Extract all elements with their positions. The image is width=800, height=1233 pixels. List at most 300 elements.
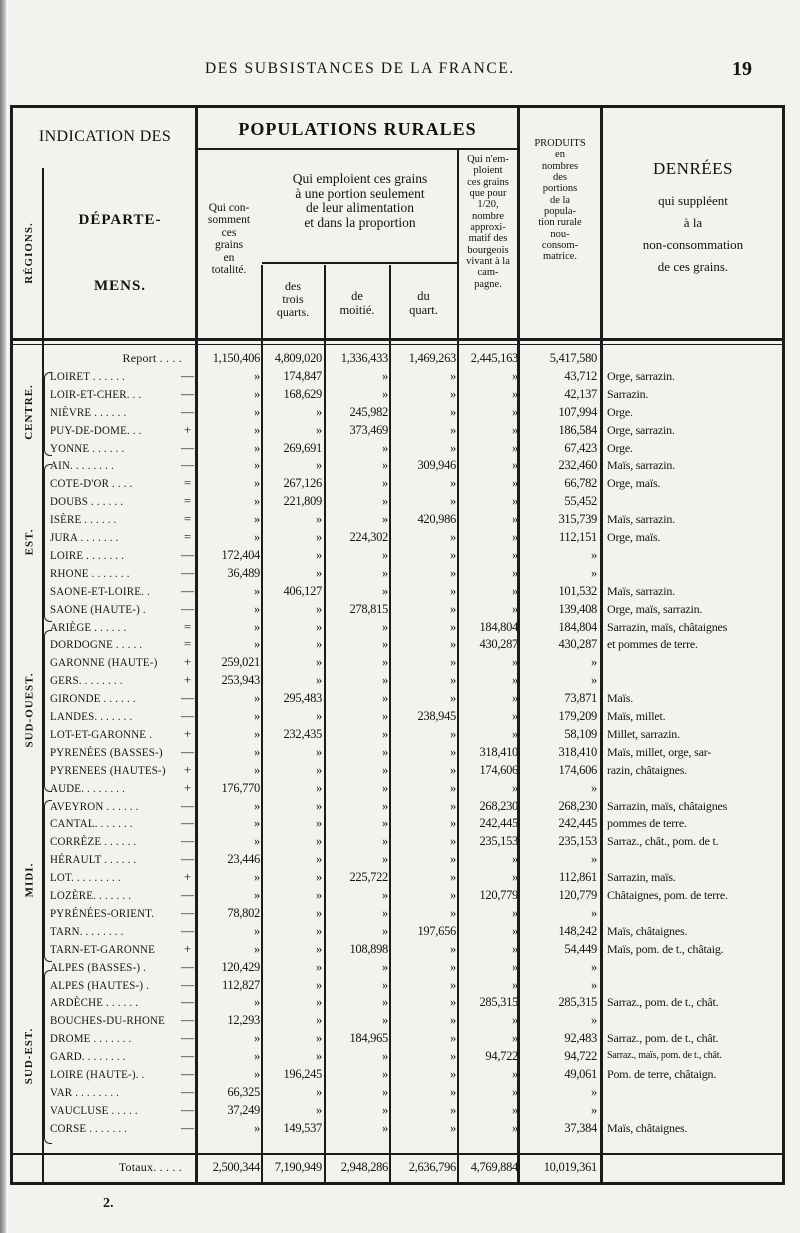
cell-produits: 94,722: [564, 1049, 597, 1064]
cell-vingtieme: »: [512, 583, 518, 598]
denrees-cell: Orge, maïs.: [607, 530, 661, 544]
cell-vingtieme: »: [512, 458, 518, 473]
cell-quart: »: [450, 780, 456, 795]
cell-vingtieme: »: [512, 709, 518, 723]
cell-vingtieme: »: [512, 512, 518, 527]
departement-marker: —: [181, 1083, 194, 1099]
cell-quart: 420,986: [417, 512, 456, 527]
cell-totalite: »: [254, 709, 260, 723]
table-row: [0, 1119, 800, 1137]
departement-name: VAR . . . . . . . .: [50, 1084, 120, 1099]
denrees-cell: Maïs, sarrazin.: [607, 583, 675, 598]
cell-vingtieme: »: [512, 726, 518, 741]
cell-totalite: »: [254, 941, 260, 956]
cell-vingtieme: »: [512, 655, 518, 670]
header-portion: Qui emploient ces grains à une portion seulement de leur alimentation et dans la proportion: [292, 171, 428, 230]
cell-produits: 49,061: [564, 1067, 597, 1081]
table-row: [0, 510, 800, 528]
cell-quart: 197,656: [417, 923, 456, 938]
cell-moitie: »: [382, 709, 388, 723]
cell-produits: 5,417,580: [549, 351, 597, 365]
cell-quart: »: [450, 1067, 456, 1081]
table-row: [0, 922, 800, 940]
table-row: [0, 367, 800, 385]
cell-quart: »: [450, 1013, 456, 1028]
cell-vingtieme: »: [512, 494, 518, 509]
cell-vingtieme: »: [512, 1102, 518, 1117]
denrees-cell: Sarraz., pom. de t., chât.: [607, 1031, 719, 1046]
cell-trois-quarts: »: [316, 404, 322, 419]
cell-produits: 315,739: [558, 512, 597, 527]
cell-quart: »: [450, 852, 456, 867]
cell-totalite: 120,429: [221, 959, 260, 974]
cell-vingtieme: 94,722: [485, 1049, 518, 1064]
denrees-cell: Orge.: [607, 404, 633, 419]
table-row: [0, 492, 800, 510]
cell-trois-quarts: 168,629: [283, 386, 322, 401]
cell-produits: 139,408: [558, 601, 597, 616]
table-row: [0, 421, 800, 439]
cell-quart: »: [450, 565, 456, 580]
denrees-cell: razin, châtaignes.: [607, 762, 688, 777]
cell-trois-quarts: »: [316, 709, 322, 723]
cell-quart: »: [450, 368, 456, 383]
cell-vingtieme: »: [512, 1120, 518, 1135]
denrees-cell: Maïs, pom. de t., châtaig.: [607, 941, 724, 956]
table-row: [0, 385, 800, 403]
cell-totalite: »: [254, 530, 260, 544]
cell-produits: 430,287: [558, 637, 597, 652]
departement-name: ALPES (HAUTES-) .: [50, 977, 150, 992]
cell-produits: 37,384: [564, 1120, 597, 1135]
cell-trois-quarts: »: [316, 1013, 322, 1028]
cell-totalite: »: [254, 762, 260, 777]
departement-name: DORDOGNE . . . . .: [50, 637, 143, 652]
cell-moitie: »: [382, 923, 388, 938]
denrees-cell: [607, 850, 779, 868]
cell-totalite: »: [254, 422, 260, 437]
cell-vingtieme: »: [512, 565, 518, 580]
departement-marker: —: [181, 439, 194, 455]
header-vingtieme: Qui n'em- ploient ces grains que pour 1/20, nombre approxi- matif des bourgeois vivant à la cam- pagne.: [466, 154, 510, 290]
denrees-cell: Sarraz., chât., pom. de t.: [607, 834, 719, 849]
cell-produits: 73,871: [564, 691, 597, 706]
cell-trois-quarts: »: [316, 959, 322, 974]
table-row: [0, 618, 800, 636]
cell-trois-quarts: »: [316, 941, 322, 956]
departement-name: LOT. . . . . . . . .: [50, 870, 121, 885]
cell-totalite: »: [254, 1120, 260, 1135]
cell-moitie: »: [382, 1120, 388, 1135]
cell-vingtieme: »: [512, 422, 518, 437]
cell-quart: »: [450, 655, 456, 670]
table-row: [0, 653, 800, 671]
cell-moitie: 225,722: [349, 870, 388, 885]
departement-marker: —: [181, 1119, 194, 1135]
cell-moitie: »: [382, 726, 388, 741]
departement-marker: —: [181, 582, 194, 598]
cell-produits: 55,452: [564, 494, 597, 509]
cell-produits: 67,423: [564, 440, 597, 455]
table-row: [0, 868, 800, 886]
cell-produits: 92,483: [564, 1031, 597, 1046]
denrees-cell: Sarrazin.: [607, 386, 649, 401]
total-quart: 2,636,796: [408, 1160, 456, 1174]
cell-quart: »: [450, 494, 456, 509]
departement-name: GARONNE (HAUTE-): [50, 655, 158, 670]
cell-vingtieme: »: [512, 870, 518, 885]
cell-vingtieme: 174,606: [479, 762, 518, 777]
cell-trois-quarts: »: [316, 834, 322, 849]
denrees-cell: [607, 1083, 779, 1101]
cell-quart: »: [450, 1031, 456, 1046]
cell-trois-quarts: »: [316, 619, 322, 634]
departement-marker: —: [181, 1012, 194, 1028]
departement-name: TARN-ET-GARONNE: [50, 941, 156, 956]
cell-quart: »: [450, 744, 456, 759]
cell-moitie: »: [382, 852, 388, 867]
cell-moitie: 1,336,433: [340, 351, 388, 365]
departement-name: AUDE. . . . . . . .: [50, 780, 126, 795]
cell-quart: »: [450, 726, 456, 741]
denrees-cell: Châtaignes, pom. de terre.: [607, 888, 728, 902]
table-row: [0, 564, 800, 582]
cell-quart: »: [450, 619, 456, 634]
denrees-cell: Maïs, millet.: [607, 709, 666, 723]
cell-quart: »: [450, 995, 456, 1010]
cell-trois-quarts: 196,245: [283, 1067, 322, 1081]
cell-produits: 174,606: [558, 762, 597, 777]
cell-quart: »: [450, 1049, 456, 1064]
cell-produits: 268,230: [558, 798, 597, 813]
cell-vingtieme: 120,779: [479, 888, 518, 902]
departement-marker: +: [183, 869, 192, 885]
cell-vingtieme: »: [512, 404, 518, 419]
denrees-cell: Maïs.: [607, 691, 634, 706]
cell-totalite: »: [254, 1031, 260, 1046]
table-row: [0, 940, 800, 958]
cell-totalite: »: [254, 726, 260, 741]
denrees-cell: [607, 492, 779, 510]
cell-quart: »: [450, 941, 456, 956]
cell-produits: »: [591, 1102, 597, 1117]
cell-vingtieme: »: [512, 673, 518, 688]
departement-marker: =: [183, 529, 192, 544]
header-quart: du quart.: [409, 289, 438, 317]
cell-produits: 101,532: [558, 583, 597, 598]
cell-moitie: »: [382, 1049, 388, 1064]
cell-vingtieme: »: [512, 440, 518, 455]
departement-marker: +: [183, 421, 192, 437]
cell-totalite: »: [254, 583, 260, 598]
cell-moitie: »: [382, 905, 388, 920]
denrees-cell: Sarraz., maïs, pom. de t., chât.: [607, 1050, 722, 1062]
cell-moitie: »: [382, 386, 388, 401]
denrees-cell: Orge, maïs.: [607, 476, 661, 491]
cell-moitie: 108,898: [349, 941, 388, 956]
table-row: [0, 528, 800, 546]
cell-quart: 1,469,263: [408, 351, 456, 365]
cell-trois-quarts: »: [316, 870, 322, 885]
cell-quart: 238,945: [417, 709, 456, 723]
header-regions: [20, 170, 38, 335]
departement-name: DROME . . . . . . .: [50, 1031, 132, 1046]
table-row: [0, 850, 800, 868]
table-row: [0, 993, 800, 1011]
cell-totalite: 112,827: [221, 977, 260, 992]
cell-moitie: »: [382, 368, 388, 383]
cell-trois-quarts: »: [316, 422, 322, 437]
cell-vingtieme: »: [512, 923, 518, 938]
cell-moitie: »: [382, 995, 388, 1010]
departement-marker: +: [183, 940, 192, 956]
totals-label: Totaux. . . . .: [118, 1160, 182, 1174]
table-row: [0, 635, 800, 653]
departement-marker: —: [181, 546, 194, 562]
cell-totalite: 176,770: [221, 780, 260, 795]
region-midi-label: MIDI.: [23, 862, 36, 898]
table-row: [0, 600, 800, 618]
signature-mark: 2.: [103, 1196, 114, 1211]
departement-marker: —: [181, 833, 194, 849]
cell-quart: »: [450, 1084, 456, 1099]
cell-produits: 285,315: [558, 995, 597, 1010]
departement-name: ARIÈGE . . . . . .: [50, 619, 127, 634]
departement-name: JURA . . . . . . .: [50, 530, 119, 544]
table-row: [0, 779, 800, 797]
table-row: [0, 886, 800, 904]
total-trois-quarts: 7,190,949: [274, 1160, 322, 1174]
cell-produits: 184,804: [558, 619, 597, 634]
departement-marker: —: [181, 457, 194, 473]
page-header: [0, 58, 800, 84]
cell-totalite: »: [254, 923, 260, 938]
cell-quart: »: [450, 637, 456, 652]
region-sud-est-label: SUD-EST.: [23, 1027, 35, 1085]
cell-produits: 232,460: [558, 458, 597, 473]
departement-name: RHONE . . . . . . .: [50, 565, 130, 580]
cell-trois-quarts: »: [316, 1031, 322, 1046]
cell-totalite: »: [254, 744, 260, 759]
departement-name: LOIRE (HAUTE-). .: [50, 1067, 145, 1081]
cell-moitie: »: [382, 440, 388, 455]
cell-vingtieme: 430,287: [479, 637, 518, 652]
cell-moitie: »: [382, 547, 388, 562]
header-denrees-title: DENRÉES: [653, 159, 733, 178]
departement-marker: —: [181, 708, 194, 723]
denrees-cell: Millet, sarrazin.: [607, 726, 680, 741]
cell-moitie: »: [382, 512, 388, 527]
denrees-cell: [607, 671, 779, 689]
cell-vingtieme: »: [512, 941, 518, 956]
cell-totalite: 78,802: [227, 905, 260, 920]
denrees-cell: Orge, maïs, sarrazin.: [607, 601, 703, 616]
table-row: [0, 439, 800, 457]
cell-moitie: 184,965: [349, 1031, 388, 1046]
cell-quart: »: [450, 834, 456, 849]
cell-produits: 148,242: [558, 923, 597, 938]
departement-name: Report . . . .: [122, 351, 182, 365]
departement-name: SAONE (HAUTE-) .: [50, 601, 146, 616]
denrees-cell: [607, 1101, 779, 1119]
denrees-cell: Sarrazin, maïs, châtaignes: [607, 619, 728, 634]
departement-name: ARDÈCHE . . . . . .: [50, 995, 139, 1010]
cell-trois-quarts: »: [316, 762, 322, 777]
cell-moitie: »: [382, 959, 388, 974]
cell-produits: »: [591, 780, 597, 795]
departement-name: ISÈRE . . . . . .: [50, 512, 117, 527]
cell-vingtieme: »: [512, 852, 518, 867]
cell-totalite: 66,325: [227, 1084, 260, 1099]
cell-produits: 54,449: [564, 941, 597, 956]
cell-moitie: »: [382, 476, 388, 491]
header-trois-quarts: des trois quarts.: [276, 279, 310, 319]
departement-name: COTE-D'OR . . . .: [50, 476, 133, 491]
table-row: [0, 976, 800, 994]
table-row: [0, 1065, 800, 1083]
cell-produits: 58,109: [564, 726, 597, 741]
cell-moitie: »: [382, 1084, 388, 1099]
cell-moitie: »: [382, 780, 388, 795]
cell-produits: »: [591, 655, 597, 670]
cell-quart: »: [450, 977, 456, 992]
cell-quart: »: [450, 870, 456, 885]
departement-marker: =: [183, 475, 192, 491]
cell-trois-quarts: »: [316, 601, 322, 616]
header-indication: INDICATION DES: [38, 128, 172, 145]
denrees-cell: [607, 904, 779, 922]
cell-vingtieme: 242,445: [479, 816, 518, 831]
cell-quart: »: [450, 583, 456, 598]
header-populations: POPULATIONS RURALES: [238, 119, 477, 139]
cell-vingtieme: 235,153: [479, 834, 518, 849]
cell-trois-quarts: 269,691: [283, 440, 322, 455]
departement-marker: —: [181, 600, 194, 616]
departement-name: HÉRAULT . . . . . .: [50, 852, 137, 867]
table-row: [0, 832, 800, 850]
cell-trois-quarts: »: [316, 995, 322, 1010]
table-row: [0, 582, 800, 600]
cell-vingtieme: »: [512, 1067, 518, 1081]
cell-totalite: »: [254, 870, 260, 885]
cell-moitie: »: [382, 494, 388, 509]
cell-quart: »: [450, 888, 456, 902]
cell-quart: »: [450, 422, 456, 437]
cell-vingtieme: »: [512, 691, 518, 706]
cell-produits: »: [591, 977, 597, 992]
cell-produits: »: [591, 1013, 597, 1028]
cell-vingtieme: »: [512, 977, 518, 992]
cell-moitie: 373,469: [349, 422, 388, 437]
table-row: [0, 546, 800, 564]
cell-trois-quarts: 267,126: [283, 476, 322, 491]
cell-totalite: »: [254, 1049, 260, 1064]
cell-trois-quarts: 232,435: [283, 726, 322, 741]
cell-totalite: »: [254, 637, 260, 652]
departement-marker: +: [183, 779, 192, 795]
table-row: [0, 761, 800, 779]
cell-produits: 186,584: [558, 422, 597, 437]
cell-moitie: 278,815: [349, 601, 388, 616]
cell-moitie: »: [382, 762, 388, 777]
cell-quart: »: [450, 762, 456, 777]
cell-produits: »: [591, 673, 597, 688]
cell-vingtieme: 2,445,163: [470, 351, 518, 365]
table-row: [0, 725, 800, 743]
table-row: [0, 958, 800, 976]
cell-totalite: 23,446: [227, 852, 260, 867]
cell-totalite: »: [254, 888, 260, 902]
table-row: [0, 474, 800, 492]
cell-quart: »: [450, 798, 456, 813]
departement-marker: —: [181, 690, 194, 706]
departement-name: PYRÉNÉES-ORIENT.: [50, 905, 155, 920]
departement-name: YONNE . . . . . .: [50, 440, 125, 455]
report-row: [0, 349, 800, 367]
departement-name: LANDES. . . . . . .: [50, 709, 133, 723]
departement-name: BOUCHES-DU-RHONE: [50, 1013, 166, 1028]
cell-trois-quarts: »: [316, 744, 322, 759]
cell-vingtieme: »: [512, 1084, 518, 1099]
cell-totalite: »: [254, 368, 260, 383]
totals-rule: [10, 1153, 785, 1155]
departement-name: PYRENÉES (BASSES-): [50, 744, 163, 759]
page-number: 19: [732, 58, 752, 80]
departement-marker: —: [181, 743, 194, 759]
region-sud-ouest-label: SUD-OUEST.: [23, 672, 35, 748]
cell-trois-quarts: »: [316, 1049, 322, 1064]
cell-quart: »: [450, 601, 456, 616]
header-regions-label: RÉGIONS.: [23, 221, 35, 284]
header-rule: [13, 344, 782, 345]
cell-produits: »: [591, 547, 597, 562]
cell-vingtieme: »: [512, 905, 518, 920]
cell-totalite: »: [254, 995, 260, 1010]
departement-marker: —: [181, 922, 194, 938]
cell-quart: »: [450, 1102, 456, 1117]
totals-row: [0, 1158, 800, 1176]
cell-produits: »: [591, 565, 597, 580]
region-centre-label: CENTRE.: [23, 384, 35, 440]
total-vingtieme: 4,769,884: [470, 1160, 518, 1174]
departement-marker: —: [181, 1030, 194, 1046]
departement-name: TARN. . . . . . . .: [50, 923, 124, 938]
total-moitie: 2,948,286: [340, 1160, 388, 1174]
table-row: [0, 1029, 800, 1047]
departement-name: CANTAL. . . . . . .: [50, 816, 133, 831]
cell-vingtieme: »: [512, 368, 518, 383]
header-denrees-sub: qui suppléent à la non-consommation de ces grains.: [642, 193, 744, 275]
cell-produits: 42,137: [564, 386, 597, 401]
table-row: [0, 1083, 800, 1101]
cell-trois-quarts: »: [316, 780, 322, 795]
cell-trois-quarts: »: [316, 547, 322, 562]
denrees-cell: [607, 653, 779, 671]
departement-marker: —: [181, 1101, 194, 1117]
departement-name: VAUCLUSE . . . . .: [50, 1102, 138, 1117]
cell-produits: 179,209: [558, 709, 597, 723]
cell-totalite: »: [254, 440, 260, 455]
header-rule: [262, 262, 458, 264]
departement-marker: +: [183, 654, 192, 670]
cell-trois-quarts: »: [316, 458, 322, 473]
cell-trois-quarts: »: [316, 673, 322, 688]
denrees-cell: Maïs, sarrazin.: [607, 458, 675, 473]
cell-quart: »: [450, 959, 456, 974]
cell-trois-quarts: »: [316, 816, 322, 831]
cell-trois-quarts: »: [316, 1102, 322, 1117]
departement-marker: —: [181, 403, 194, 419]
